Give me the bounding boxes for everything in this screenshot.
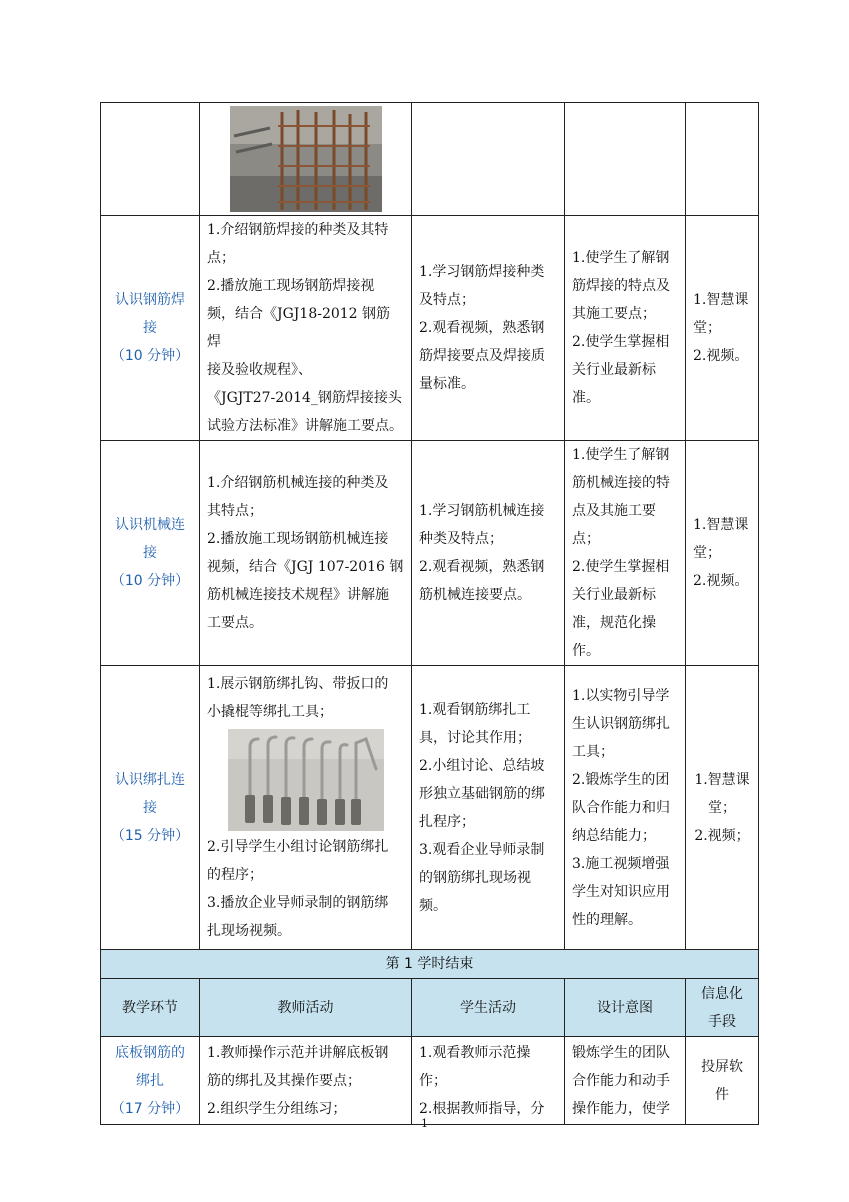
column-header: 教师活动 [200, 979, 412, 1037]
intent-cell: 1.以实物引导学 生认识钢筋绑扎 工具； 2.锻炼学生的团 队合作能力和归 纳总结能力； 3.施工视频增强 学生对知识应用 性的理解。 [565, 666, 686, 950]
column-header: 信息化 手段 [686, 979, 759, 1037]
rebar-cage-photo [230, 106, 382, 212]
media-cell: 1.智慧课 堂； 2.视频。 [686, 216, 759, 441]
column-header: 学生活动 [412, 979, 565, 1037]
column-header: 教学环节 [101, 979, 200, 1037]
student-cell: 1.学习钢筋机械连接 种类及特点； 2.观看视频，熟悉钢 筋机械连接要点。 [412, 441, 565, 666]
intent-cell: 1.使学生了解钢 筋焊接的特点及 其施工要点； 2.使学生掌握相 关行业最新标 准。 [565, 216, 686, 441]
intent-cell: 1.使学生了解钢 筋机械连接的特 点及其施工要 点； 2.使学生掌握相 关行业最新标 准，规范化操作。 [565, 441, 686, 666]
table-row [101, 441, 759, 666]
student-cell: 1.观看钢筋绑扎工 具，讨论其作用； 2.小组讨论、总结坡 形独立基础钢筋的绑 扎程序； 3.观看企业导师录制 的钢筋绑扎现场视 频。 [412, 666, 565, 950]
teacher-cell: 1.介绍钢筋焊接的种类及其特 点； 2.播放施工现场钢筋焊接视 频，结合《JGJ18-2012 钢筋焊 接及验收规程》、 《JGJT27-2014_钢筋焊接接头 试验方法标准》讲解施工要点。 [200, 216, 412, 441]
student-cell [412, 103, 565, 216]
period-end-banner: 第 1 学时结束 [101, 950, 759, 979]
media-cell: 投屏软 件 [686, 1037, 759, 1125]
column-header: 设计意图 [565, 979, 686, 1037]
table-header-row [101, 979, 759, 1037]
teacher-cell: 1.教师操作示范并讲解底板钢 筋的绑扎及其操作要点； 2.组织学生分组练习； [200, 1037, 412, 1125]
table-row [101, 950, 759, 979]
intent-cell [565, 103, 686, 216]
intent-cell: 锻炼学生的团队 合作能力和动手 操作能力，使学 [565, 1037, 686, 1125]
section-cell: 认识钢筋焊 接 （10 分钟） [101, 216, 200, 441]
teacher-cell: 1.展示钢筋绑扎钩、带扳口的 小撬棍等绑扎工具； 2.引导学生小组讨论钢筋绑扎 的程序； 3.播放企业导师录制的钢筋绑 扎现场视频。 [200, 666, 412, 950]
section-cell [101, 103, 200, 216]
media-cell [686, 103, 759, 216]
teacher-cell [200, 103, 412, 216]
binding-tools-photo [228, 729, 384, 831]
media-cell: 1.智慧课 堂； 2.视频； [686, 666, 759, 950]
student-cell: 1.观看教师示范操 作； 2.根据教师指导，分 [412, 1037, 565, 1125]
table-row [101, 1037, 759, 1125]
page-number: 1 [421, 1117, 428, 1130]
table-row [101, 666, 759, 950]
table-row [101, 216, 759, 441]
media-cell: 1.智慧课 堂； 2.视频。 [686, 441, 759, 666]
section-cell: 底板钢筋的 绑扎 （17 分钟） [101, 1037, 200, 1125]
lesson-plan-table [100, 102, 759, 1125]
section-cell: 认识机械连 接 （10 分钟） [101, 441, 200, 666]
student-cell: 1.学习钢筋焊接种类 及特点； 2.观看视频，熟悉钢 筋焊接要点及焊接质 量标准。 [412, 216, 565, 441]
section-cell: 认识绑扎连 接 （15 分钟） [101, 666, 200, 950]
table-row [101, 103, 759, 216]
teacher-cell: 1.介绍钢筋机械连接的种类及 其特点； 2.播放施工现场钢筋机械连接 视频，结合《JGJ 107-2016 钢 筋机械连接技术规程》讲解施 工要点。 [200, 441, 412, 666]
